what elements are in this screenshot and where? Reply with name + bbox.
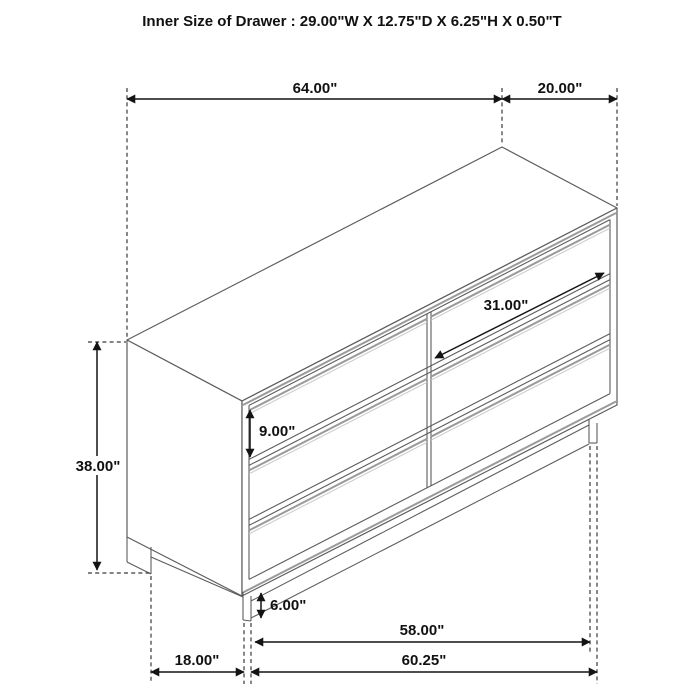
dim-base-width <box>251 652 597 672</box>
dim-label-drawer-front-width: 31.00" <box>483 297 529 314</box>
diagram-title: Inner Size of Drawer : 29.00"W X 12.75"D X 6.25"H X 0.50"T <box>142 13 562 30</box>
dim-label-drawer-front-height: 9.00" <box>259 423 296 440</box>
dim-label-leg-height: 6.00" <box>270 597 307 614</box>
dim-top-depth <box>502 80 617 99</box>
dresser-drawing <box>127 147 617 621</box>
dim-leg-span-width <box>255 622 590 642</box>
dim-side-depth <box>151 652 244 672</box>
dim-label-base-width: 60.25" <box>401 652 447 669</box>
front-left-leg <box>243 620 251 621</box>
dim-overall-height <box>72 342 124 570</box>
dim-label-leg-span-width: 58.00" <box>399 622 445 639</box>
dim-leg-height <box>261 593 306 618</box>
dim-label-overall-width: 64.00" <box>292 80 338 97</box>
dim-overall-width <box>127 80 502 99</box>
dim-label-side-depth: 18.00" <box>174 652 220 669</box>
back-left-leg <box>127 562 151 574</box>
dim-label-top-depth: 20.00" <box>537 80 583 97</box>
dim-label-overall-height: 38.00" <box>75 458 121 475</box>
